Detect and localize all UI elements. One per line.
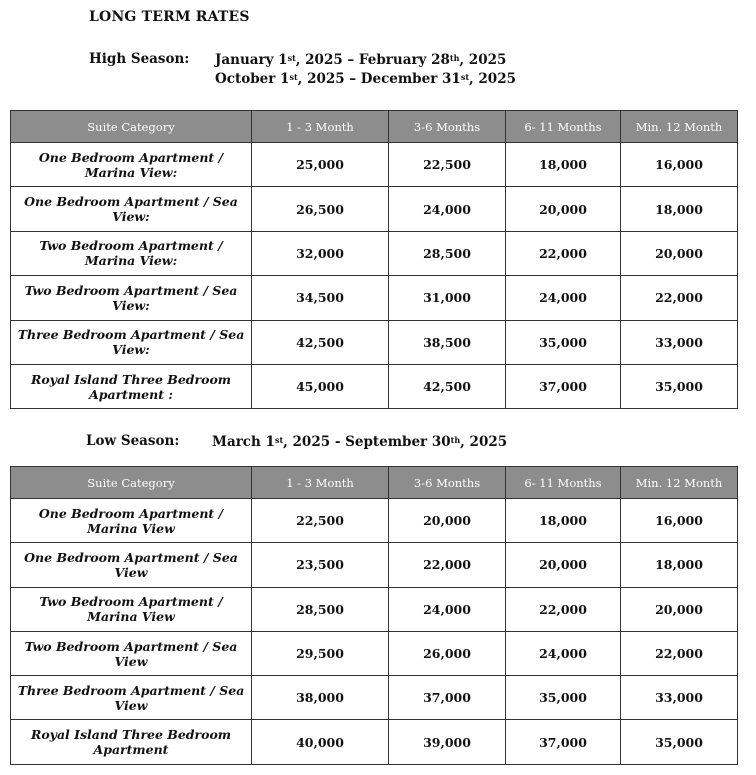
table-row [11,587,738,631]
rate-cell: 22,000 [621,276,738,320]
range-text: , 2025 [459,52,507,68]
table-row [11,231,738,275]
rate-cell: 37,000 [506,364,621,408]
table-row [11,143,738,187]
rate-cell: 42,500 [252,320,389,364]
rate-cell: 20,000 [621,231,738,275]
rate-cell: 20,000 [621,587,738,631]
rate-cell: 29,500 [252,631,389,675]
rate-cell: 37,000 [389,676,506,720]
rate-cell: 22,000 [506,587,621,631]
high-season-rates-table [10,110,738,409]
range-text: , 2025 [469,71,516,87]
suite-category-cell: One Bedroom Apartment / Sea View: [11,187,252,231]
rate-cell: 24,000 [389,187,506,231]
header-min-12-month: Min. 12 Month [621,111,738,143]
rate-cell: 25,000 [252,143,389,187]
rate-cell: 22,500 [389,143,506,187]
rate-cell: 22,000 [621,631,738,675]
high-season-range-2 [215,70,516,89]
rate-cell: 42,500 [389,364,506,408]
table-row [11,499,738,543]
rate-cell: 18,000 [621,187,738,231]
range-text: , 2025 – February 28 [295,52,450,68]
rate-cell: 24,000 [389,587,506,631]
rate-cell: 26,000 [389,631,506,675]
rate-cell: 35,000 [506,320,621,364]
table-row [11,631,738,675]
rate-cell: 35,000 [506,676,621,720]
low-season-rates-table [10,466,738,765]
header-1-3-month: 1 - 3 Month [252,111,389,143]
suite-category-cell: Two Bedroom Apartment / Sea View [11,631,252,675]
suite-category-cell: Three Bedroom Apartment / Sea View [11,676,252,720]
header-6-11-months: 6- 11 Months [506,111,621,143]
header-suite-category: Suite Category [11,467,252,499]
rate-cell: 38,000 [252,676,389,720]
rate-cell: 24,000 [506,276,621,320]
range-text: March 1 [212,434,275,450]
suite-category-cell: Two Bedroom Apartment / Marina View [11,587,252,631]
ordinal-suffix: th [450,435,461,445]
rate-cell: 38,500 [389,320,506,364]
header-suite-category: Suite Category [11,111,252,143]
rate-cell: 33,000 [621,320,738,364]
rate-cell: 31,000 [389,276,506,320]
rate-cell: 35,000 [621,364,738,408]
ordinal-suffix: st [274,435,284,445]
rate-cell: 33,000 [621,676,738,720]
table-row [11,320,738,364]
rate-cell: 16,000 [621,499,738,543]
suite-category-cell: Two Bedroom Apartment / Sea View: [11,276,252,320]
rate-cell: 32,000 [252,231,389,275]
suite-category-cell: One Bedroom Apartment / Marina View [11,499,252,543]
rate-cell: 18,000 [506,499,621,543]
low-season-label: Low Season: [86,433,180,449]
rate-cell: 18,000 [506,143,621,187]
suite-category-cell: Three Bedroom Apartment / Sea View: [11,320,252,364]
table-row [11,276,738,320]
rate-cell: 16,000 [621,143,738,187]
ordinal-suffix: st [287,53,296,63]
rate-cell: 22,500 [252,499,389,543]
table-row [11,543,738,587]
rate-cell: 18,000 [621,543,738,587]
range-text: , 2025 - September 30 [283,434,451,450]
high-season-dates [215,51,516,89]
header-3-6-months: 3-6 Months [389,111,506,143]
header-3-6-months: 3-6 Months [389,467,506,499]
low-season-range-1 [212,433,507,452]
header-min-12-month: Min. 12 Month [621,467,738,499]
rate-cell: 45,000 [252,364,389,408]
range-text: , 2025 – December 31 [297,71,461,87]
table-row [11,676,738,720]
ordinal-suffix: th [449,53,460,63]
suite-category-cell: Two Bedroom Apartment / Marina View: [11,231,252,275]
rate-cell: 22,000 [389,543,506,587]
range-text: October 1 [215,71,290,87]
rate-cell: 20,000 [506,543,621,587]
rate-cell: 39,000 [389,720,506,764]
ordinal-suffix: st [289,72,298,82]
rate-cell: 40,000 [252,720,389,764]
header-1-3-month: 1 - 3 Month [252,467,389,499]
suite-category-cell: Royal Island Three Bedroom Apartment [11,720,252,764]
rate-cell: 20,000 [389,499,506,543]
low-season-dates [212,433,507,452]
suite-category-cell: One Bedroom Apartment / Marina View: [11,143,252,187]
ordinal-suffix: st [460,72,470,82]
rate-cell: 37,000 [506,720,621,764]
rate-cell: 28,500 [389,231,506,275]
range-text: January 1 [215,52,288,68]
table-header-row [11,467,738,499]
rate-cell: 28,500 [252,587,389,631]
rate-cell: 20,000 [506,187,621,231]
rate-cell: 24,000 [506,631,621,675]
table-row [11,720,738,764]
rate-cell: 26,500 [252,187,389,231]
suite-category-cell: One Bedroom Apartment / Sea View [11,543,252,587]
range-text: , 2025 [460,434,508,450]
rate-cell: 35,000 [621,720,738,764]
table-header-row [11,111,738,143]
table-row [11,364,738,408]
suite-category-cell: Royal Island Three Bedroom Apartment : [11,364,252,408]
high-season-label: High Season: [89,51,190,67]
page-title: LONG TERM RATES [89,9,250,25]
rate-cell: 23,500 [252,543,389,587]
header-6-11-months: 6- 11 Months [506,467,621,499]
rate-cell: 22,000 [506,231,621,275]
rate-cell: 34,500 [252,276,389,320]
high-season-range-1 [215,51,516,70]
table-row [11,187,738,231]
